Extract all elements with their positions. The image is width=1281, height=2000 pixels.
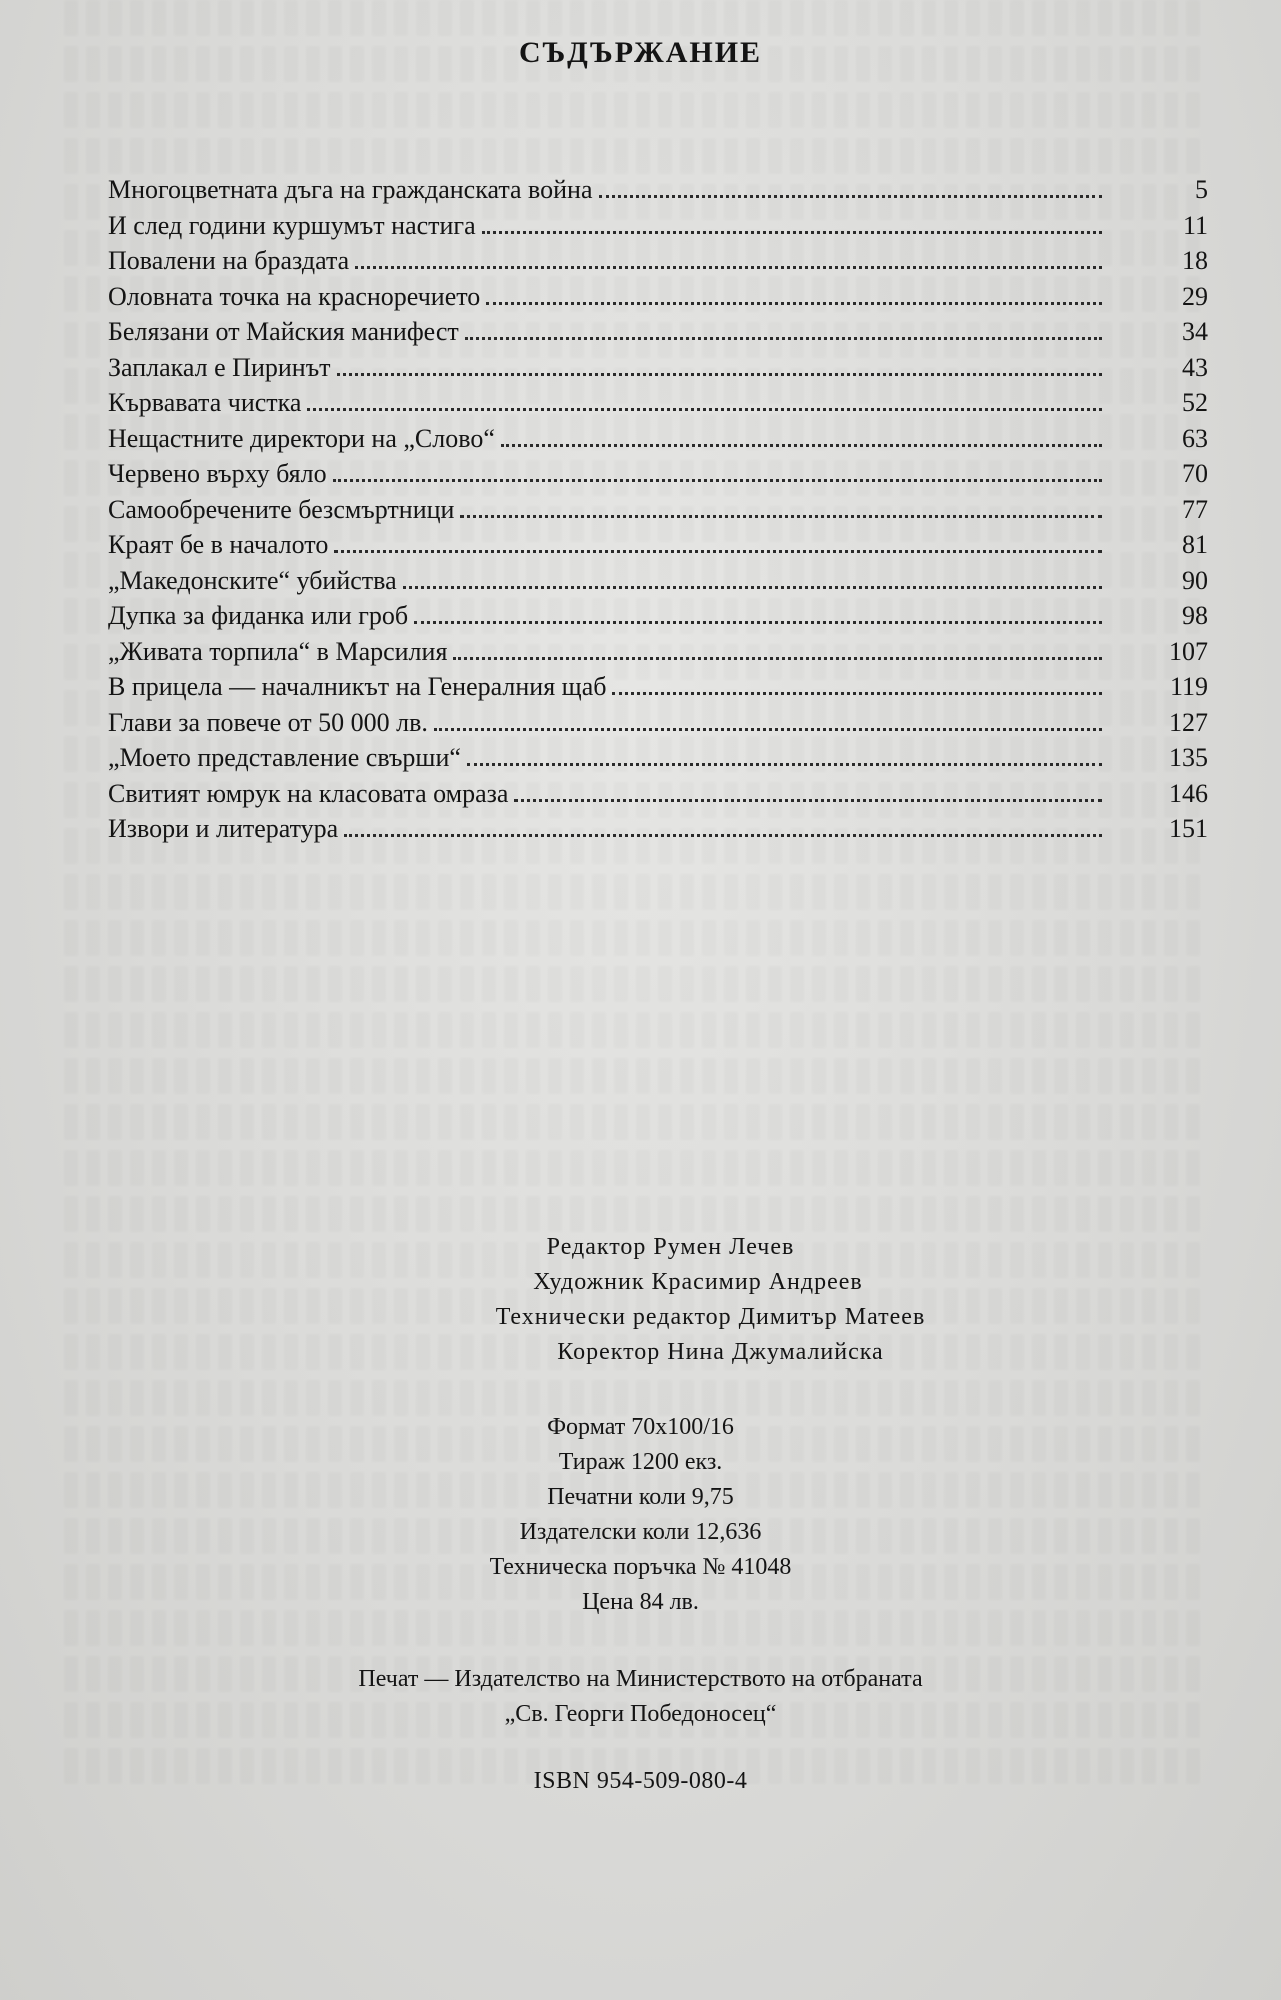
- dot-leader: [307, 408, 1102, 411]
- toc-entry[interactable]: [108, 459, 1208, 495]
- dot-leader: [344, 834, 1102, 837]
- toc-entry-title: Краят бе в началото: [108, 530, 329, 559]
- toc-entry-title: „Моето представление свърши“: [108, 743, 461, 772]
- dot-leader: [355, 266, 1102, 269]
- dot-leader: [453, 657, 1102, 660]
- toc-entry-title: „Живата торпила“ в Марсилия: [108, 636, 448, 666]
- printer-info: [0, 1662, 1281, 1732]
- toc-entry-page: 127: [1169, 707, 1208, 737]
- toc-entry-title: Белязани от Майския манифест: [108, 317, 459, 346]
- toc-entry-title: Оловната точка на красноречието: [108, 281, 481, 311]
- toc-entry-title: Червено върху бяло: [108, 459, 327, 488]
- technical-editor-credit: Технически редактор Димитър Матеев: [495, 1304, 926, 1330]
- toc-entry-page: 11: [1182, 210, 1208, 240]
- toc-entry-page: 63: [1182, 423, 1208, 453]
- toc-entry[interactable]: [108, 530, 1208, 566]
- dot-leader: [612, 692, 1102, 695]
- toc-entry[interactable]: [108, 708, 1208, 744]
- toc-entry-page: 119: [1169, 672, 1208, 701]
- toc-entry-title: Самообречените безсмъртници: [108, 494, 455, 524]
- dot-leader: [403, 586, 1102, 589]
- toc-entry[interactable]: [108, 211, 1208, 247]
- proofreader-credit: Коректор Нина Джумалийска: [557, 1339, 884, 1365]
- contents-heading: СЪДЪРЖАНИЕ: [518, 36, 763, 69]
- dot-leader: [599, 195, 1102, 198]
- toc-entry-page: 5: [1195, 175, 1208, 204]
- toc-entry-page: 77: [1182, 494, 1208, 524]
- toc-entry-page: 29: [1182, 281, 1208, 311]
- toc-entry-page: 52: [1182, 388, 1208, 417]
- dot-leader: [333, 479, 1102, 482]
- artist-credit: Художник Красимир Андреев: [533, 1269, 863, 1295]
- toc-entry-title: Дупка за фиданка или гроб: [108, 601, 409, 630]
- dot-leader: [482, 231, 1102, 234]
- toc-entry-page: 70: [1182, 459, 1208, 488]
- toc-entry[interactable]: [108, 672, 1208, 708]
- dot-leader: [414, 621, 1102, 624]
- toc-entry-page: 151: [1169, 814, 1208, 843]
- toc-entry-title: „Македонските“ убийства: [108, 565, 397, 595]
- toc-entry[interactable]: [108, 175, 1208, 211]
- toc-entry-page: 18: [1182, 246, 1208, 275]
- toc-entry-title: Глави за повече от 50 000 лв.: [108, 707, 428, 737]
- dot-leader: [337, 373, 1103, 376]
- toc-entry[interactable]: [108, 246, 1208, 282]
- dot-leader: [465, 337, 1102, 340]
- dot-leader: [467, 763, 1102, 766]
- spec-format: Формат 70x100/16: [547, 1414, 734, 1440]
- spec-print-run: Тираж 1200 екз.: [558, 1449, 723, 1475]
- toc-entry[interactable]: [108, 566, 1208, 602]
- toc-entry-page: 98: [1182, 601, 1208, 630]
- toc-entry-page: 135: [1169, 743, 1208, 772]
- spec-order-number: Техническа поръчка № 41048: [489, 1554, 792, 1580]
- dot-leader: [434, 728, 1102, 731]
- toc-entry[interactable]: [108, 353, 1208, 389]
- editor-credit: Редактор Румен Лечев: [546, 1234, 795, 1260]
- toc-entry-title: Заплакал е Пиринът: [108, 352, 331, 382]
- print-specs: [0, 1410, 1281, 1620]
- dot-leader: [514, 799, 1102, 802]
- toc-entry-title: Извори и литература: [108, 814, 339, 843]
- spec-price: Цена 84 лв.: [582, 1589, 699, 1615]
- toc-entry[interactable]: [108, 495, 1208, 531]
- printer-line-2: „Св. Георги Победоносец“: [504, 1701, 777, 1727]
- dot-leader: [460, 515, 1102, 518]
- dot-leader: [501, 444, 1102, 447]
- toc-entry-page: 107: [1169, 636, 1208, 666]
- toc-entry[interactable]: [108, 743, 1208, 779]
- toc-entry[interactable]: [108, 814, 1208, 850]
- spec-publisher-sheets: Издателски коли 12,636: [519, 1519, 762, 1545]
- toc-entry-title: Свитият юмрук на класовата омраза: [108, 778, 509, 808]
- toc-entry-title: Многоцветната дъга на гражданската война: [108, 175, 593, 204]
- toc-entry[interactable]: [108, 388, 1208, 424]
- dot-leader: [334, 550, 1102, 553]
- table-of-contents: [108, 175, 1208, 850]
- toc-entry-title: В прицела — началникът на Генералния щаб: [108, 672, 607, 701]
- spec-print-sheets: Печатни коли 9,75: [547, 1484, 734, 1510]
- toc-entry[interactable]: [108, 282, 1208, 318]
- toc-entry-title: И след години куршумът настига: [108, 210, 476, 240]
- toc-entry[interactable]: [108, 779, 1208, 815]
- toc-entry[interactable]: [108, 424, 1208, 460]
- toc-entry-title: Нещастните директори на „Слово“: [108, 423, 495, 453]
- toc-entry-page: 146: [1169, 778, 1208, 808]
- toc-entry-title: Повалени на браздата: [108, 246, 350, 275]
- toc-entry[interactable]: [108, 637, 1208, 673]
- toc-entry-title: Кървавата чистка: [108, 388, 302, 417]
- toc-entry-page: 81: [1182, 530, 1208, 559]
- credits-block: [0, 1230, 1281, 1370]
- toc-entry[interactable]: [108, 317, 1208, 353]
- toc-entry-page: 34: [1182, 317, 1208, 346]
- toc-entry[interactable]: [108, 601, 1208, 637]
- toc-entry-page: 90: [1182, 565, 1208, 595]
- isbn: ISBN 954-509-080-4: [533, 1768, 748, 1794]
- toc-entry-page: 43: [1182, 352, 1208, 382]
- printer-line-1: Печат — Издателство на Министерството на отбраната: [358, 1666, 923, 1692]
- dot-leader: [486, 302, 1102, 305]
